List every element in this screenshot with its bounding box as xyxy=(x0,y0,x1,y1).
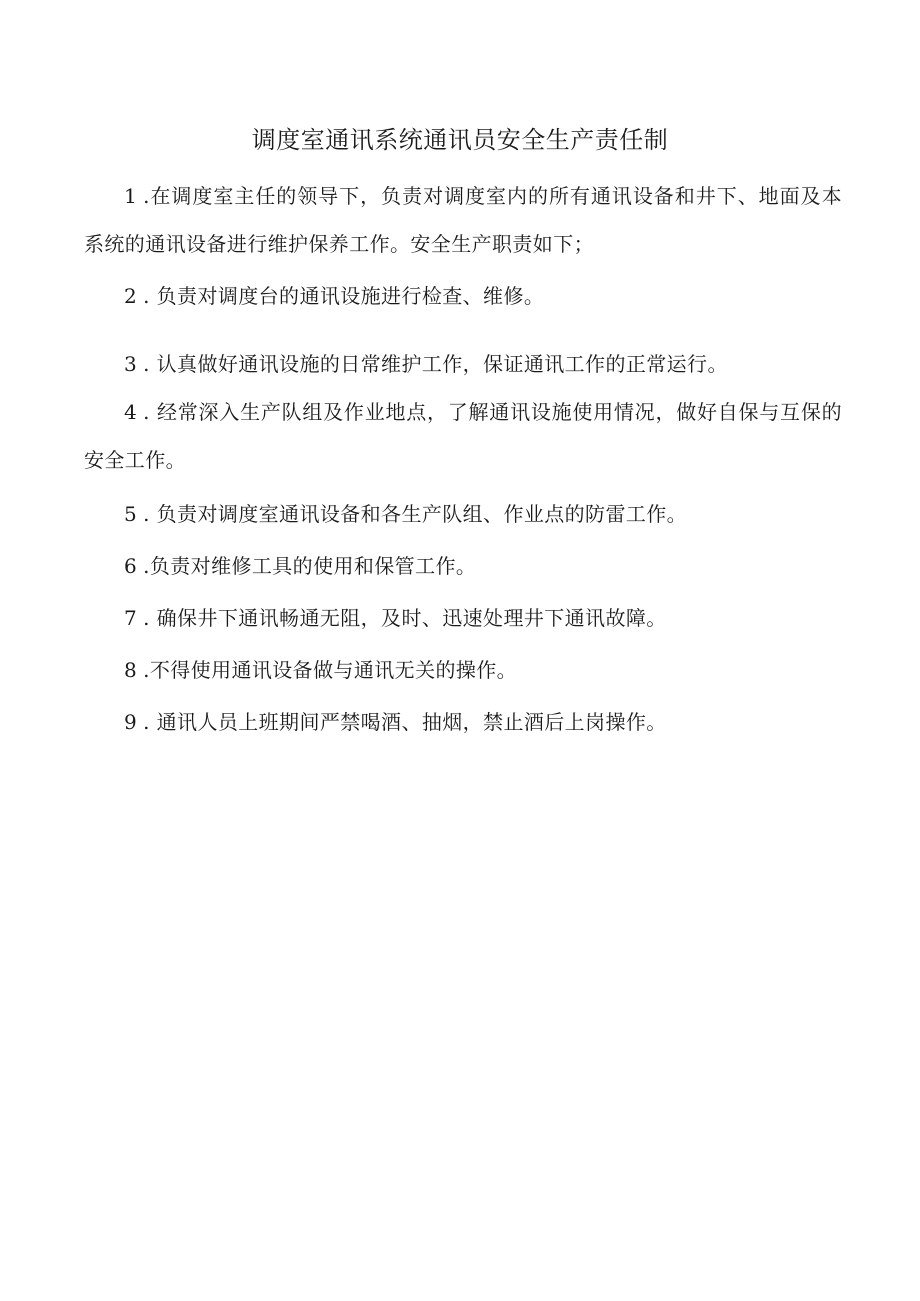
duty-item-text: .在调度室主任的领导下，负责对调度室内的所有通讯设备和井下、地面及本系统的通讯设备进行维护保养工作。安全生产职责如下； xyxy=(84,184,842,256)
duty-item-text: . 经常深入生产队组及作业地点，了解通讯设施使用情况，做好自保与互保的安全工作。 xyxy=(84,400,842,472)
duty-item-1 xyxy=(84,172,842,268)
duty-item-7 xyxy=(84,594,842,642)
duty-item-text: . 确保井下通讯畅通无阻，及时、迅速处理井下通讯故障。 xyxy=(143,606,667,630)
duty-item-text: .不得使用通讯设备做与通讯无关的操作。 xyxy=(143,658,518,682)
duty-item-text: .负责对维修工具的使用和保管工作。 xyxy=(143,554,477,578)
duty-item-text: . 认真做好通讯设施的日常维护工作，保证通讯工作的正常运行。 xyxy=(143,352,728,376)
duty-item-5 xyxy=(84,490,842,538)
duty-item-9 xyxy=(84,698,842,746)
document-title: 调度室通讯系统通讯员安全生产责任制 xyxy=(251,126,669,154)
duty-item-text: . 负责对调度台的通讯设施进行检查、维修。 xyxy=(143,284,545,308)
duty-item-4 xyxy=(84,388,842,484)
duty-item-6 xyxy=(84,542,842,590)
duty-item-text: . 负责对调度室通讯设备和各生产队组、作业点的防雷工作。 xyxy=(143,502,688,526)
duty-item-number: 5 xyxy=(124,502,138,526)
duty-item-number: 4 xyxy=(124,400,138,424)
duty-item-2 xyxy=(84,272,842,320)
duty-item-number: 1 xyxy=(124,184,138,208)
duty-item-3 xyxy=(84,340,842,388)
duty-item-text: . 通讯人员上班期间严禁喝酒、抽烟，禁止酒后上岗操作。 xyxy=(143,710,667,734)
duty-item-number: 8 xyxy=(124,658,138,682)
duty-item-number: 2 xyxy=(124,284,138,308)
duty-item-8 xyxy=(84,646,842,694)
duty-item-number: 7 xyxy=(124,606,138,630)
duty-list xyxy=(84,172,842,746)
duty-item-number: 9 xyxy=(124,710,138,734)
duty-item-number: 3 xyxy=(124,352,138,376)
duty-item-number: 6 xyxy=(124,554,138,578)
